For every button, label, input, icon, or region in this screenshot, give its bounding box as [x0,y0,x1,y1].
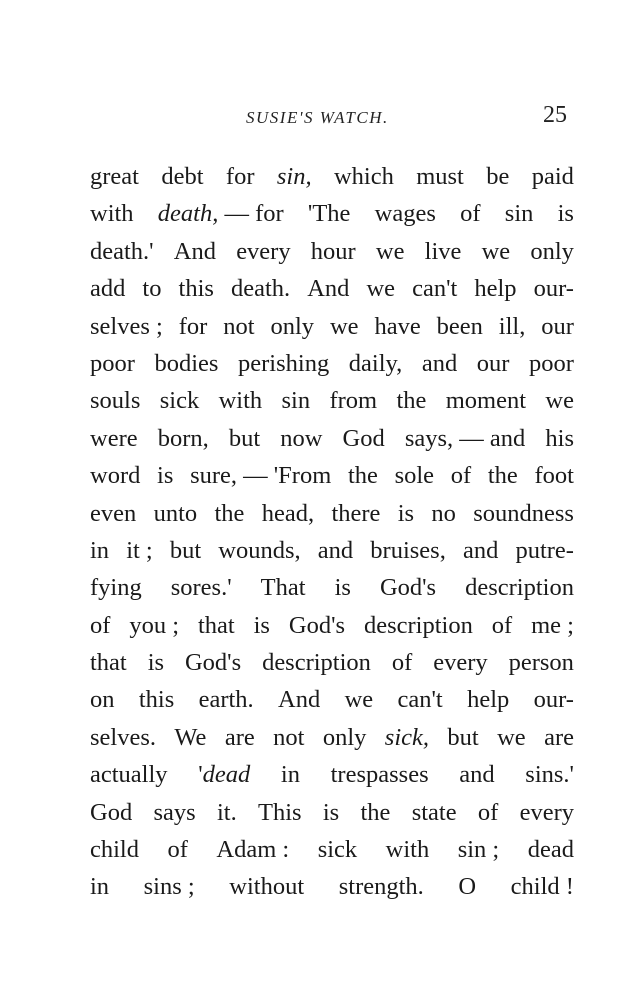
word: this [138,686,175,714]
text-line [90,644,574,681]
word: of [460,200,481,228]
word: sick [317,836,358,864]
word: foot [534,462,574,490]
word: must [416,163,464,190]
word: great [90,163,139,190]
word: is [334,574,351,602]
word: O [458,873,477,901]
word: for [225,163,255,190]
running-title: SUSIE'S WATCH. [246,108,389,127]
word: state [411,798,457,826]
word: we [344,686,374,714]
word: unto [153,499,198,527]
text-line [90,195,574,232]
word: our [541,312,574,340]
text-line [90,308,574,345]
word: sin [281,387,311,415]
word: person [508,649,574,677]
text-line [90,158,574,195]
word: we [481,237,511,265]
word: sin ; [457,836,500,864]
word: And [307,275,350,303]
word: born, [157,424,209,452]
text-line [90,382,574,419]
word: selves. [90,723,156,751]
word: of [167,836,188,864]
word: only [322,723,367,751]
word: and [421,349,458,377]
word: but [447,723,479,751]
word: for [178,312,208,340]
word: help [467,686,510,714]
word: Adam : [216,836,290,864]
word: in [90,873,110,901]
word: bodies [154,349,219,377]
page-number: 25 [543,102,567,128]
word: 'dead [198,761,251,789]
word: is [253,611,270,639]
word: is [397,499,415,527]
word: that [90,649,127,677]
word: of [477,798,499,826]
word: only [270,312,315,340]
word: of [391,649,413,677]
text-line [90,270,574,307]
word: God's [288,611,346,639]
word: wounds, [218,536,301,564]
text-line [90,756,574,793]
word: were [90,424,138,452]
word: perishing [238,349,330,377]
word: We [174,723,207,751]
word: And [173,237,216,265]
word: sin, [276,163,312,190]
word: have [374,312,421,340]
word: God [90,798,133,826]
word: of [450,462,472,490]
word: is [557,200,574,228]
word: fying [90,574,142,602]
word: sin [504,200,534,228]
word: we [497,723,526,751]
word: word [90,462,141,490]
text-line [90,569,574,606]
word: That [260,574,306,602]
word: sins.' [525,761,574,789]
text-line [90,457,574,494]
word: every [236,237,291,265]
word: paid [531,163,574,190]
word: strength. [338,873,424,901]
word: hour [310,237,356,265]
word: poor [529,349,574,377]
word: wages [374,200,436,228]
word: our [476,349,510,377]
word: which [333,163,394,190]
text-line [90,794,574,831]
text-line [90,831,574,868]
word: can't [412,275,458,303]
word: our- [533,686,574,714]
word: the [487,462,518,490]
word: we [329,312,359,340]
word: And [278,686,321,714]
word: are [544,723,574,751]
word: no [431,499,456,527]
word: daily, [348,349,403,377]
word: child [90,836,139,864]
text-line [90,719,574,756]
word: his [545,424,574,452]
word: is [157,462,174,490]
word: that [197,611,235,639]
word: sick [159,387,200,415]
text-line [90,233,574,270]
word: from [329,387,378,415]
word: it. [216,798,237,826]
text-line [90,420,574,457]
word: and [462,536,499,564]
word: death. [230,275,291,303]
text-line [90,607,574,644]
word: been [436,312,483,340]
word: only [530,237,574,265]
word: even [90,499,137,527]
word: earth. [198,686,254,714]
word: there [331,499,381,527]
word: it ; [126,536,153,564]
word: child ! [510,873,574,901]
word: the [214,499,245,527]
word: dead [527,836,574,864]
word: with [218,387,263,415]
word: our- [533,275,574,303]
word: in [90,536,110,564]
word: with [385,836,430,864]
word: actually [90,761,168,789]
word: head, [261,499,315,527]
word: not [223,312,255,340]
word: every [433,649,488,677]
word: to [142,275,162,303]
word: ill, [498,312,526,340]
word: help [474,275,517,303]
text-line [90,532,574,569]
word: sins ; [143,873,195,901]
word: the [347,462,378,490]
word: says [153,798,196,826]
word: God's [184,649,242,677]
word: putre- [515,536,574,564]
word: is [147,649,165,677]
word: moment [445,387,527,415]
word: 'The [307,200,351,228]
word: this [178,275,214,303]
word: we [366,275,396,303]
word: sores.' [170,574,232,602]
word: on [90,686,115,714]
word: description [262,649,371,677]
word: add [90,275,126,303]
word: souls [90,387,141,415]
word: me ; [531,611,574,639]
word: trespasses [330,761,429,789]
text-line [90,681,574,718]
word: are [224,723,255,751]
word: can't [397,686,443,714]
word: and [459,761,495,789]
word: the [360,798,391,826]
word: live [424,237,462,265]
word: God's [379,574,437,602]
word: soundness [473,499,574,527]
word: sole [394,462,435,490]
word: debt [161,163,204,190]
word: not [273,723,305,751]
word: bruises, [370,536,446,564]
body-text [90,158,574,906]
word: of [90,611,111,639]
word: we [545,387,574,415]
word: is [322,798,340,826]
word: we [375,237,405,265]
word: every [519,798,574,826]
word: with [90,200,134,228]
text-line [90,345,574,382]
word: but [228,424,261,452]
word: be [486,163,510,190]
text-line [90,868,574,905]
word: This [258,798,302,826]
word: poor [90,349,135,377]
word: sure, — 'From [190,462,332,490]
word: sick, [384,723,430,751]
word: of [491,611,513,639]
word: description [465,574,574,602]
word: but [169,536,202,564]
word: in [280,761,300,789]
word: says, — and [404,424,526,452]
word: description [363,611,473,639]
word: selves ; [90,312,163,340]
word: death, — for [157,200,284,228]
word: death.' [90,237,154,265]
word: God [342,424,385,452]
word: now [280,424,323,452]
word: the [396,387,427,415]
word: and [317,536,354,564]
word: you ; [129,611,180,639]
text-line [90,495,574,532]
word: without [229,873,305,901]
